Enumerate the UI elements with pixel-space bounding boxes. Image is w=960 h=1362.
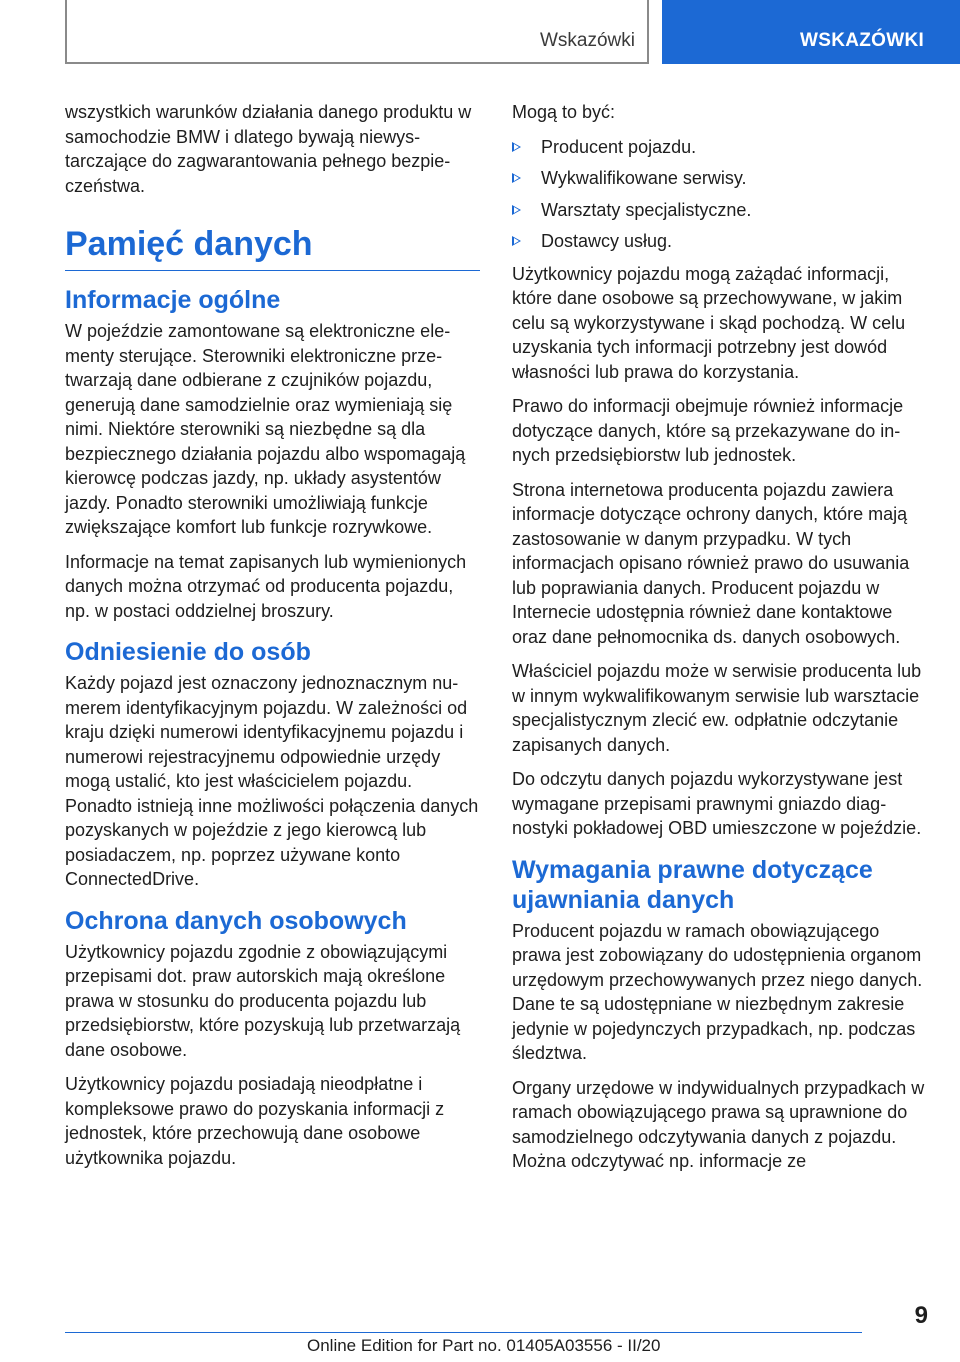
list-item-text: Warsztaty specjalistyczne. bbox=[541, 199, 752, 220]
paragraph: Właściciel pojazdu może w serwisie producenta lub w innym wykwalifikowanym serwisie lub warsztacie specjalistycznym zlecić ew. odpłatnie odczytanie zapisanych danych. bbox=[512, 661, 922, 755]
left-column bbox=[65, 100, 480, 1180]
footer-edition-text: Online Edition for Part no. 01405A03556 - II/20 bbox=[307, 1336, 661, 1355]
paragraph: Każdy pojazd jest oznaczony jednoznacznym numerem identyfikacyjnym pojazdu. W zależności od kraju dzięki numerowi identyfikacyjnemu pojazdu i numerowi rejestracyjnemu odpowiednie urzędy mogą ustalić, kto jest właścicielem pojazdu. Ponadto istnieją inne możliwości połączenia danych pozyskanych w pojeździe z jego kierowcą lub posiadaczem, np. poprzez używane konto ConnectedDrive. bbox=[65, 673, 479, 889]
paragraph: Producent pojazdu w ramach obowiązującego prawa jest zobowiązany do udostępnienia organom urzędowym przechowywanych przez niego danych. Dane te są udostępniane w niezbędnym zakresie jedynie w pojedynczych przypadkach, np. podczas śledztwa. bbox=[512, 920, 923, 1063]
paragraph: Użytkownicy pojazdu posiadają nieodpłatne i kompleksowe prawo do pozyskania informacji z jednostek, które przechowują dane osobowe użytkownika pojazdu. bbox=[65, 1074, 445, 1168]
section-heading-general: Informacje ogólne bbox=[65, 286, 281, 314]
header-tab bbox=[662, 0, 960, 64]
list-item-text: Dostawcy usług. bbox=[541, 231, 673, 251]
paragraph: Prawo do informacji obejmuje również informacje dotyczące danych, które są przekazywane do innych przedsiębiorstw lub jednostek. bbox=[512, 396, 904, 465]
paragraph: Informacje na temat zapisanych lub wymienionych danych można otrzymać od producenta pojazdu, np. w postaci oddzielnej broszury. bbox=[65, 551, 467, 621]
list-item-text: Wykwalifikowane serwisy. bbox=[541, 168, 747, 188]
paragraph: Organy urzędowe w indywidualnych przypadkach w ramach obowiązującego prawa są uprawnione do samodzielnego odczytywania danych z pojazdu. Można odczytywać np. informacje ze bbox=[512, 1077, 925, 1171]
paragraph: Do odczytu danych pojazdu wykorzystywane jest wymagane przepisami prawnymi gniazdo diagnostyki pokładowej OBD umieszczone w pojeździe. bbox=[512, 769, 922, 838]
list-item bbox=[512, 135, 927, 160]
page-number: 9 bbox=[914, 1302, 928, 1329]
list-item-text: Producent pojazdu. bbox=[541, 136, 697, 157]
section-heading-legal: Wymagania prawne dotyczące ujawniania danych bbox=[512, 855, 873, 914]
section-heading-data-protection: Ochrona danych osobowych bbox=[65, 906, 407, 935]
paragraph: Strona internetowa producenta pojazdu zawiera informacje dotyczące ochrony danych, które mają zastosowanie w danym przypadku. W tych informacjach opisano również prawo do usuwania lub poprawiania danych. Producent pojazdu w Internecie udostępnia również dane kontaktowe oraz dane pełnomocnika ds. danych osobowych. bbox=[512, 479, 910, 647]
list-item bbox=[512, 198, 927, 223]
list-item bbox=[512, 229, 927, 254]
intro-paragraph: Mogą to być: bbox=[512, 102, 616, 122]
bullet-triangle-icon bbox=[512, 173, 521, 183]
bullet-triangle-icon bbox=[512, 142, 521, 152]
list-item bbox=[512, 166, 927, 191]
paragraph: W pojeździe zamontowane są elektroniczne elementy sterujące. Sterowniki elektroniczne przetwarzają dane odbierane z czujników pojazdu, generują dane samodzielnie oraz wymieniają się nimi. Niektóre sterowniki są niezbędne są dla bezpiecznego działania pojazdu albo wspomagają kierowcę podczas jazdy, np. układy asystentów jazdy. Ponadto sterowniki umożliwiają funkcje zwiększające komfort lub funkcje rozrywkowe. bbox=[65, 321, 466, 537]
right-column bbox=[512, 100, 927, 1184]
section-heading-persons: Odniesienie do osób bbox=[65, 638, 311, 666]
intro-paragraph: wszystkich warunków działania danego produktu w samochodzie BMW i dlatego bywają niewystarczające do zagwarantowania pełnego bezpieczeństwa. bbox=[65, 102, 472, 196]
bullet-list bbox=[512, 135, 927, 254]
paragraph: Użytkownicy pojazdu zgodnie z obowiązującymi przepisami dot. praw autorskich mają określone prawa w stosunku do producenta pojazdu lub przedsiębiorstw, które pozyskują lub przetwarzają dane osobowe. bbox=[65, 941, 461, 1060]
main-heading: Pamięć danych bbox=[65, 224, 480, 271]
bullet-triangle-icon bbox=[512, 236, 521, 246]
bullet-triangle-icon bbox=[512, 205, 521, 215]
header-section-box bbox=[65, 0, 649, 64]
paragraph: Użytkownicy pojazdu mogą zażądać informacji, które dane osobowe są przechowywane, w jakim celu są wykorzystywane i skąd pochodzą. W celu uzyskania tych informacji potrzebny jest dowód własności lub prawa do korzystania. bbox=[512, 263, 906, 382]
footer-divider bbox=[65, 1332, 862, 1333]
header-section-label: Wskazówki bbox=[539, 30, 635, 51]
header-tab-label: WSKAZÓWKI bbox=[800, 30, 925, 51]
